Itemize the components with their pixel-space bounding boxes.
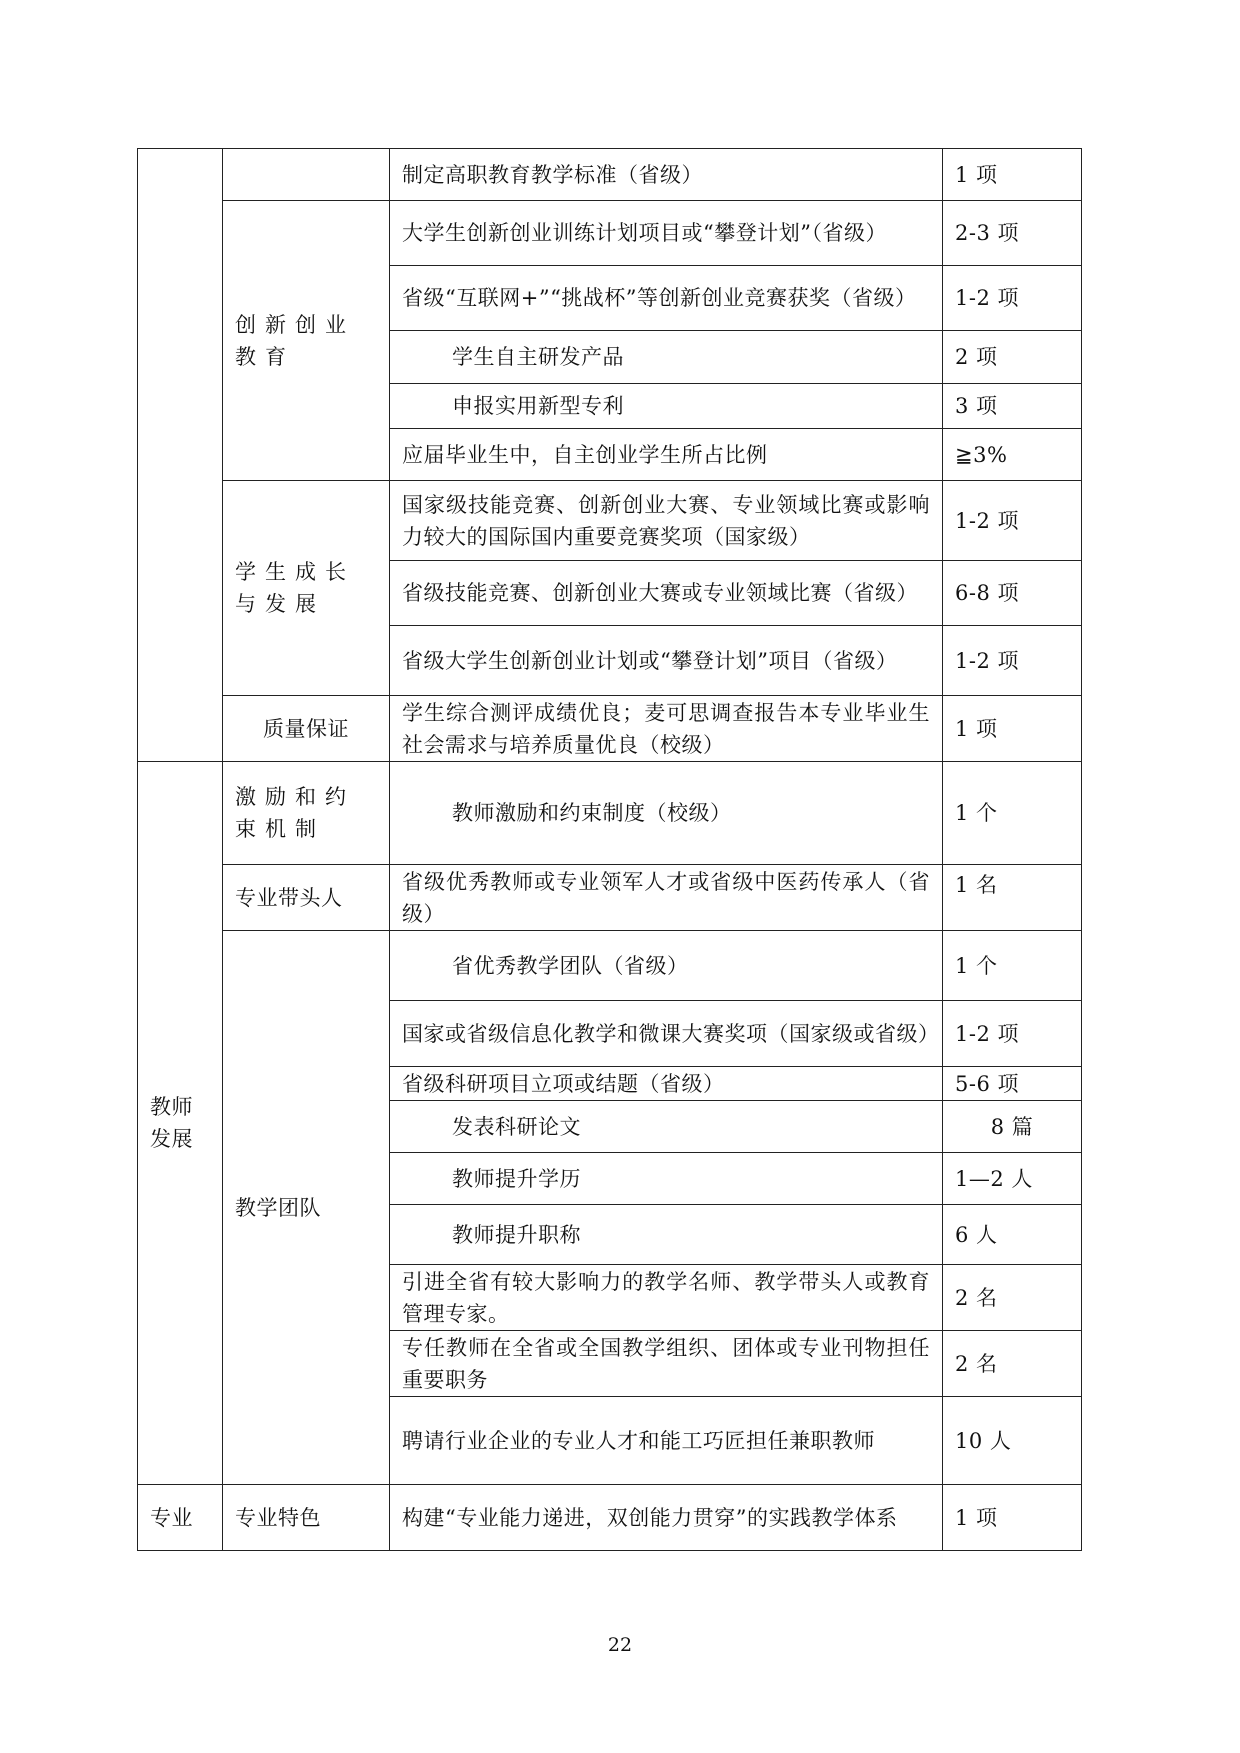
table-row — [138, 865, 1082, 931]
table-row — [138, 481, 1082, 561]
item-cell: 学生自主研发产品 — [390, 331, 943, 384]
table-row — [138, 931, 1082, 1001]
category-cell-teacher: 教师发展 — [138, 762, 223, 1485]
group-cell-leader: 专业带头人 — [223, 865, 390, 931]
target-cell: 2 名 — [943, 1331, 1082, 1397]
item-cell: 专任教师在全省或全国教学组织、团体或专业刊物担任重要职务 — [390, 1331, 943, 1397]
group-cell-feature: 专业特色 — [223, 1485, 390, 1551]
target-cell: 1-2 项 — [943, 626, 1082, 696]
group-cell-innovation: 创新创业教育 — [223, 201, 390, 481]
target-cell: 2 项 — [943, 331, 1082, 384]
target-cell: 6 人 — [943, 1205, 1082, 1265]
table-row — [138, 762, 1082, 865]
group-cell-quality: 质量保证 — [223, 696, 390, 762]
category-cell-major: 专业 — [138, 1485, 223, 1551]
group-cell-student-growth: 学生成长与发展 — [223, 481, 390, 696]
item-cell: 制定高职教育教学标准（省级） — [390, 149, 943, 201]
target-cell: 1 个 — [943, 931, 1082, 1001]
target-cell: 1 个 — [943, 762, 1082, 865]
item-cell: 省级技能竞赛、创新创业大赛或专业领域比赛（省级） — [390, 561, 943, 626]
group-cell-team: 教学团队 — [223, 931, 390, 1485]
target-cell: 1 项 — [943, 696, 1082, 762]
target-cell: 6-8 项 — [943, 561, 1082, 626]
target-cell: 1-2 项 — [943, 266, 1082, 331]
item-cell: 申报实用新型专利 — [390, 384, 943, 429]
item-cell: 省级大学生创新创业计划或“攀登计划”项目（省级） — [390, 626, 943, 696]
target-cell: 8 篇 — [943, 1101, 1082, 1153]
group-cell-incentive: 激励和约束机制 — [223, 762, 390, 865]
target-cell: 1 项 — [943, 149, 1082, 201]
target-cell: 2-3 项 — [943, 201, 1082, 266]
target-cell: 1-2 项 — [943, 1001, 1082, 1067]
item-cell: 省级“互联网+”“挑战杯”等创新创业竞赛获奖（省级） — [390, 266, 943, 331]
indicator-table — [137, 148, 1082, 1551]
item-cell: 构建“专业能力递进，双创能力贯穿”的实践教学体系 — [390, 1485, 943, 1551]
target-cell: 1—2 人 — [943, 1153, 1082, 1205]
item-cell: 国家级技能竞赛、创新创业大赛、专业领域比赛或影响力较大的国际国内重要竞赛奖项（国家级） — [390, 481, 943, 561]
item-cell: 教师激励和约束制度（校级） — [390, 762, 943, 865]
item-cell: 聘请行业企业的专业人才和能工巧匠担任兼职教师 — [390, 1397, 943, 1485]
item-cell: 省级科研项目立项或结题（省级） — [390, 1067, 943, 1101]
page-number: 22 — [607, 1634, 633, 1656]
item-cell: 省优秀教学团队（省级） — [390, 931, 943, 1001]
table-row — [138, 201, 1082, 266]
item-cell: 发表科研论文 — [390, 1101, 943, 1153]
item-cell: 大学生创新创业训练计划项目或“攀登计划”（省级） — [390, 201, 943, 266]
item-cell: 国家或省级信息化教学和微课大赛奖项（国家级或省级） — [390, 1001, 943, 1067]
category-cell-blank — [138, 149, 223, 762]
item-cell: 引进全省有较大影响力的教学名师、教学带头人或教育管理专家。 — [390, 1265, 943, 1331]
table-row — [138, 1485, 1082, 1551]
group-cell-blank — [223, 149, 390, 201]
target-cell: 2 名 — [943, 1265, 1082, 1331]
item-cell: 省级优秀教师或专业领军人才或省级中医药传承人（省级） — [390, 865, 943, 931]
target-cell: 1 名 — [943, 865, 1082, 931]
item-cell: 学生综合测评成绩优良；麦可思调查报告本专业毕业生社会需求与培养质量优良（校级） — [390, 696, 943, 762]
target-cell: 3 项 — [943, 384, 1082, 429]
target-cell: 1 项 — [943, 1485, 1082, 1551]
table-row — [138, 149, 1082, 201]
target-cell: 10 人 — [943, 1397, 1082, 1485]
target-cell: ≧3% — [943, 429, 1082, 481]
item-cell: 教师提升学历 — [390, 1153, 943, 1205]
target-cell: 1-2 项 — [943, 481, 1082, 561]
target-cell: 5-6 项 — [943, 1067, 1082, 1101]
item-cell: 教师提升职称 — [390, 1205, 943, 1265]
item-cell: 应届毕业生中，自主创业学生所占比例 — [390, 429, 943, 481]
table-row — [138, 696, 1082, 762]
